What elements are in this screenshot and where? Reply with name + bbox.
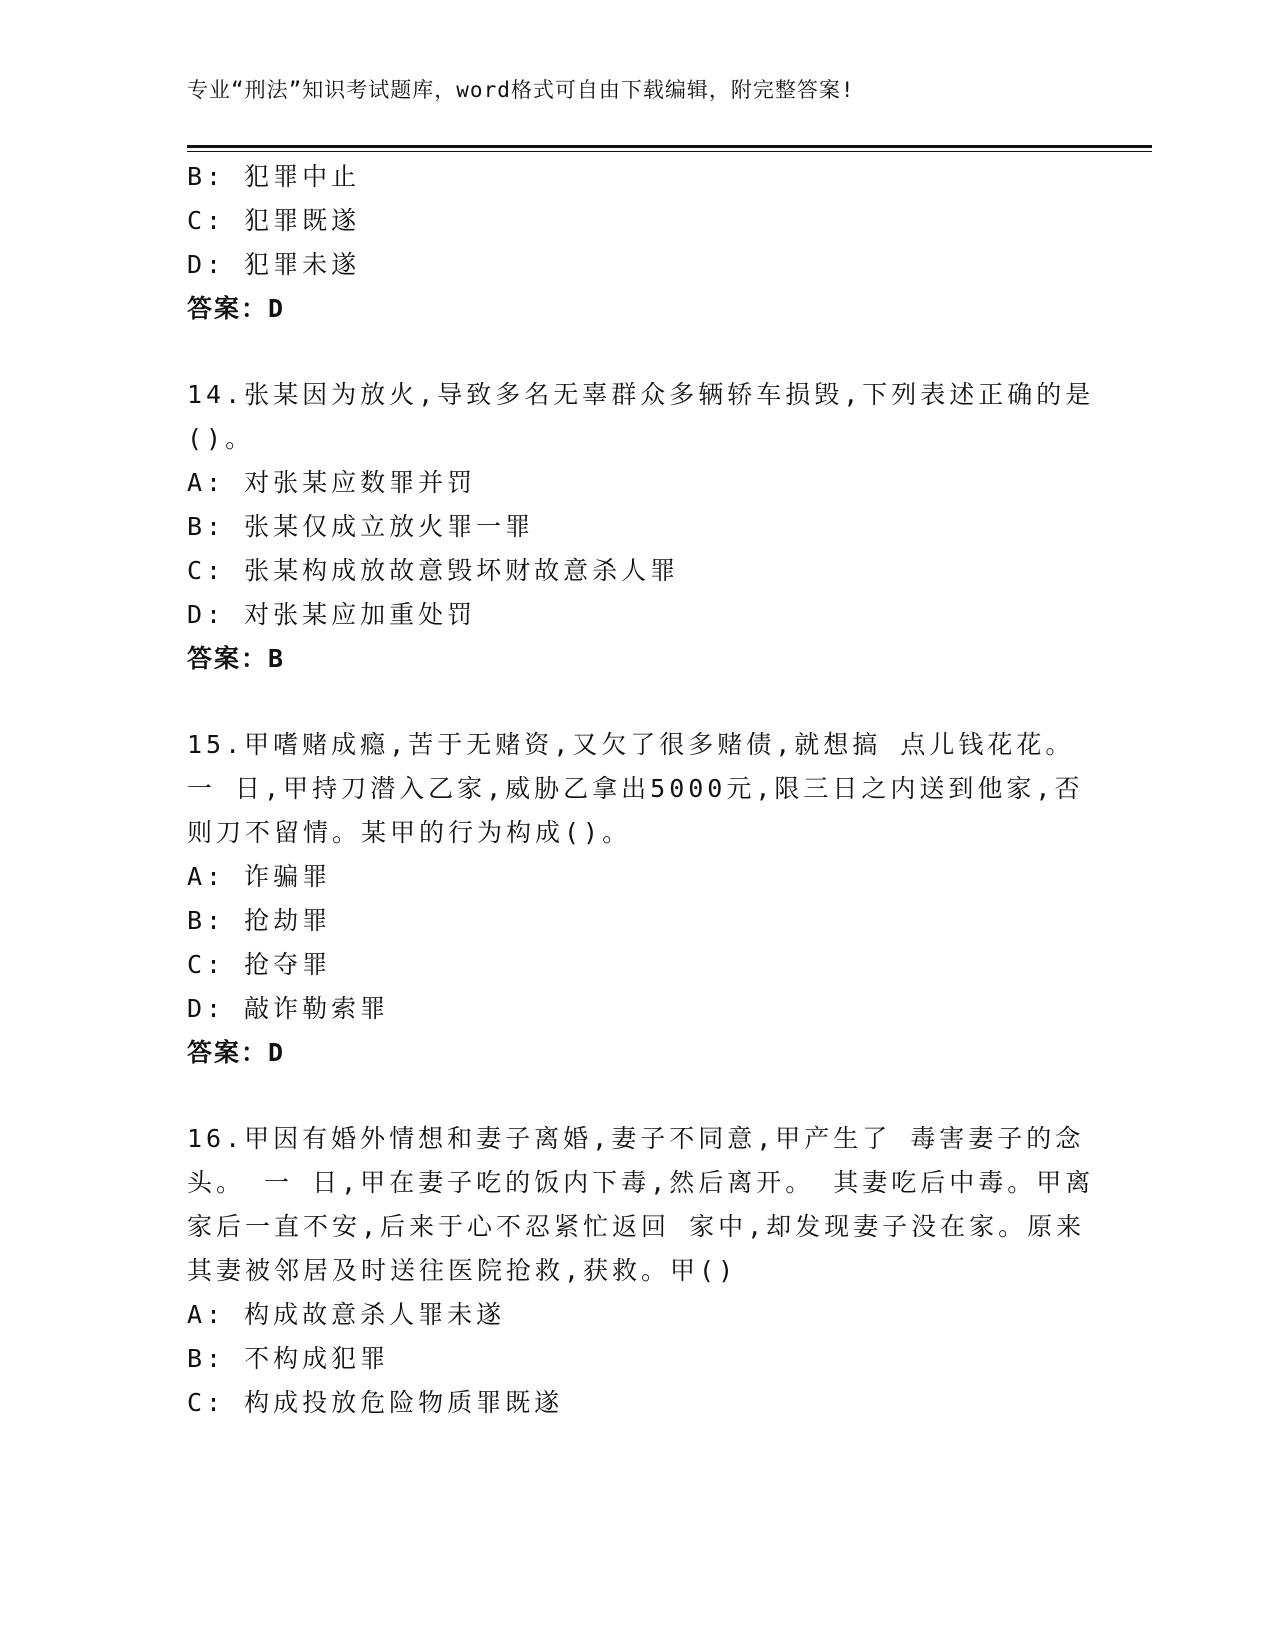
question-16-stem-line-2: 头。 一 日,甲在妻子吃的饭内下毒,然后离开。 其妻吃后中毒。甲离: [187, 1168, 1095, 1197]
question-14-answer: 答案：B: [187, 644, 286, 673]
question-14-option-b: B: 张某仅成立放火罪一罪: [187, 512, 535, 541]
option-b: B: 犯罪中止: [187, 162, 361, 191]
question-16-stem-line-3: 家后一直不安,后来于心不忍紧忙返回 家中,却发现妻子没在家。原来: [187, 1212, 1086, 1241]
question-14-option-c: C: 张某构成放故意毁坏财故意杀人罪: [187, 556, 680, 585]
question-14-stem-line-2: ()。: [187, 424, 255, 453]
question-16-option-b: B: 不构成犯罪: [187, 1344, 390, 1373]
question-16-stem-line-4: 其妻被邻居及时送往医院抢救,获救。甲(): [187, 1256, 738, 1285]
question-14-option-d: D: 对张某应加重处罚: [187, 600, 477, 629]
document-header: 专业“刑法”知识考试题库，word格式可自由下载编辑，附完整答案!: [187, 78, 855, 102]
question-15-option-b: B: 抢劫罪: [187, 906, 332, 935]
question-16-option-a: A: 构成故意杀人罪未遂: [187, 1300, 506, 1329]
option-d: D: 犯罪未遂: [187, 250, 361, 279]
question-16-option-c: C: 构成投放危险物质罪既遂: [187, 1388, 564, 1417]
question-15-stem-line-3: 则刀不留情。某甲的行为构成()。: [187, 818, 632, 847]
question-15-answer: 答案：D: [187, 1038, 286, 1067]
header-rule-thin: [187, 151, 1152, 152]
question-14-stem-line-1: 14.张某因为放火,导致多名无辜群众多辆轿车损毁,下列表述正确的是: [187, 380, 1095, 409]
question-15-stem-line-2: 一 日,甲持刀潜入乙家,威胁乙拿出5000元,限三日之内送到他家,否: [187, 774, 1084, 803]
question-15-stem-line-1: 15.甲嗜赌成瘾,苦于无赌资,又欠了很多赌债,就想搞 点儿钱花花。: [187, 730, 1075, 759]
question-14-option-a: A: 对张某应数罪并罚: [187, 468, 477, 497]
question-15-option-c: C: 抢夺罪: [187, 950, 332, 979]
answer-label: 答案：D: [187, 294, 286, 323]
option-c: C: 犯罪既遂: [187, 206, 361, 235]
question-15-option-d: D: 敲诈勒索罪: [187, 994, 390, 1023]
header-rule: [187, 145, 1152, 148]
question-16-stem-line-1: 16.甲因有婚外情想和妻子离婚,妻子不同意,甲产生了 毒害妻子的念: [187, 1124, 1085, 1153]
question-15-option-a: A: 诈骗罪: [187, 862, 332, 891]
